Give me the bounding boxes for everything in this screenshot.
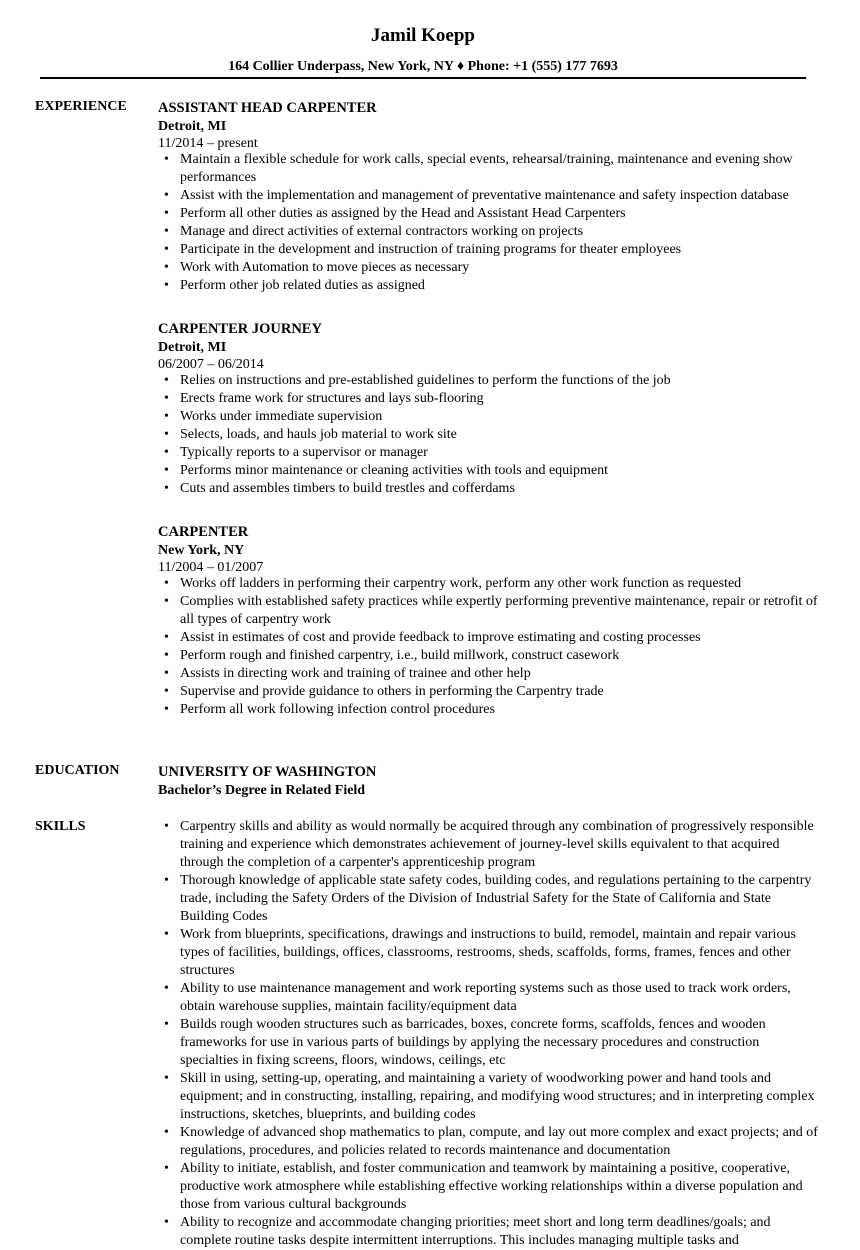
skills-section [158, 818, 818, 1250]
bullet-item: • Supervise and provide guidance to others in performing the Carpentry trade [158, 683, 818, 701]
experience-heading: EXPERIENCE [35, 99, 127, 114]
skill-item: • Skill in using, setting-up, operating, and maintaining a variety of woodworking power and hand tools and equipment; and in constructing, installing, repairing, and modifying wood structures; and in interpreting complex instructions, sketches, blueprints, and building codes [158, 1070, 818, 1124]
job-location: Detroit, MI [158, 340, 227, 355]
job-dates: 11/2014 – present [158, 136, 258, 151]
job-title: CARPENTER [158, 524, 249, 540]
skill-item: • Builds rough wooden structures such as barricades, boxes, concrete forms, scaffolds, fences and wooden frameworks for use in various parts of buildings by applying the necessary procedures and construction specialties in fixing screens, floors, windows, ceilings, etc [158, 1016, 818, 1070]
bullet-item: • Works under immediate supervision [158, 408, 818, 426]
bullet-item: • Manage and direct activities of external contractors working on projects [158, 223, 818, 241]
skill-item: • Ability to recognize and accommodate changing priorities; meet short and long term deadlines/goals; and complete routine tasks despite intermittent interruptions. This includes managing multiple tasks and [158, 1214, 818, 1250]
bullet-item: • Typically reports to a supervisor or manager [158, 444, 818, 462]
skill-item: • Ability to initiate, establish, and foster communication and teamwork by maintaining a positive, cooperative, productive work atmosphere while establishing effective working relationships within a diverse population and those from various cultural backgrounds [158, 1160, 818, 1214]
bullet-item: • Participate in the development and instruction of training programs for theater employees [158, 241, 818, 259]
education-section [158, 762, 818, 800]
job-entry [158, 522, 818, 719]
bullet-item: • Cuts and assembles timbers to build trestles and cofferdams [158, 480, 818, 498]
bullet-item: • Maintain a flexible schedule for work calls, special events, rehearsal/training, maintenance and evening show performances [158, 151, 818, 187]
bullet-item: • Perform other job related duties as assigned [158, 277, 818, 295]
job-bullets [158, 575, 818, 719]
skills-list [158, 818, 818, 1250]
header-divider [40, 77, 806, 79]
degree: Bachelor’s Degree in Related Field [158, 783, 366, 798]
bullet-item: • Assists in directing work and training of trainee and other help [158, 665, 818, 683]
bullet-item: • Complies with established safety practices while expertly performing preventive maintenance, repair or retrofit of all types of carpentry work [158, 593, 818, 629]
candidate-name: Jamil Koepp [371, 25, 475, 46]
bullet-item: • Perform all work following infection control procedures [158, 701, 818, 719]
contact-line: 164 Collier Underpass, New York, NY ♦ Phone: +1 (555) 177 7693 [228, 59, 618, 74]
job-title: ASSISTANT HEAD CARPENTER [158, 100, 377, 116]
skill-item: • Carpentry skills and ability as would normally be acquired through any combination of progressively responsible training and experience which demonstrates achievement of journey-level skills equivalent to that acquired through the completion of a carpenter's apprenticeship program [158, 818, 818, 872]
bullet-item: • Erects frame work for structures and lays sub-flooring [158, 390, 818, 408]
skill-item: • Ability to use maintenance management and work reporting systems such as those used to track work orders, obtain warehouse supplies, maintain facility/equipment data [158, 980, 818, 1016]
skill-item: • Work from blueprints, specifications, drawings and instructions to build, remodel, maintain and repair various types of facilities, buildings, offices, classrooms, restrooms, sheds, scaffolds, forms, frames, fences and other structures [158, 926, 818, 980]
job-entry [158, 98, 818, 295]
job-title: CARPENTER JOURNEY [158, 321, 322, 337]
job-dates: 11/2004 – 01/2007 [158, 560, 264, 575]
skill-item: • Knowledge of advanced shop mathematics to plan, compute, and lay out more complex and exact projects; and of regulations, procedures, and policies related to records maintenance and documentation [158, 1124, 818, 1160]
bullet-item: • Assist with the implementation and management of preventative maintenance and safety inspection database [158, 187, 818, 205]
job-location: New York, NY [158, 543, 245, 558]
bullet-item: • Perform all other duties as assigned by the Head and Assistant Head Carpenters [158, 205, 818, 223]
bullet-item: • Works off ladders in performing their carpentry work, perform any other work function as requested [158, 575, 818, 593]
bullet-item: • Perform rough and finished carpentry, i.e., build millwork, construct casework [158, 647, 818, 665]
bullet-item: • Performs minor maintenance or cleaning activities with tools and equipment [158, 462, 818, 480]
bullet-item: • Selects, loads, and hauls job material to work site [158, 426, 818, 444]
bullet-item: • Assist in estimates of cost and provide feedback to improve estimating and costing processes [158, 629, 818, 647]
job-bullets [158, 372, 818, 498]
school-name: UNIVERSITY OF WASHINGTON [158, 764, 377, 780]
bullet-item: • Work with Automation to move pieces as necessary [158, 259, 818, 277]
education-heading: EDUCATION [35, 763, 120, 778]
experience-section [158, 98, 818, 743]
skills-heading: SKILLS [35, 819, 86, 834]
job-location: Detroit, MI [158, 119, 227, 134]
job-dates: 06/2007 – 06/2014 [158, 357, 264, 372]
job-entry [158, 319, 818, 498]
job-bullets [158, 151, 818, 295]
bullet-item: • Relies on instructions and pre-established guidelines to perform the functions of the job [158, 372, 818, 390]
skill-item: • Thorough knowledge of applicable state safety codes, building codes, and regulations pertaining to the carpentry trade, including the Safety Orders of the Division of Industrial Safety for the State of California and State Building Codes [158, 872, 818, 926]
